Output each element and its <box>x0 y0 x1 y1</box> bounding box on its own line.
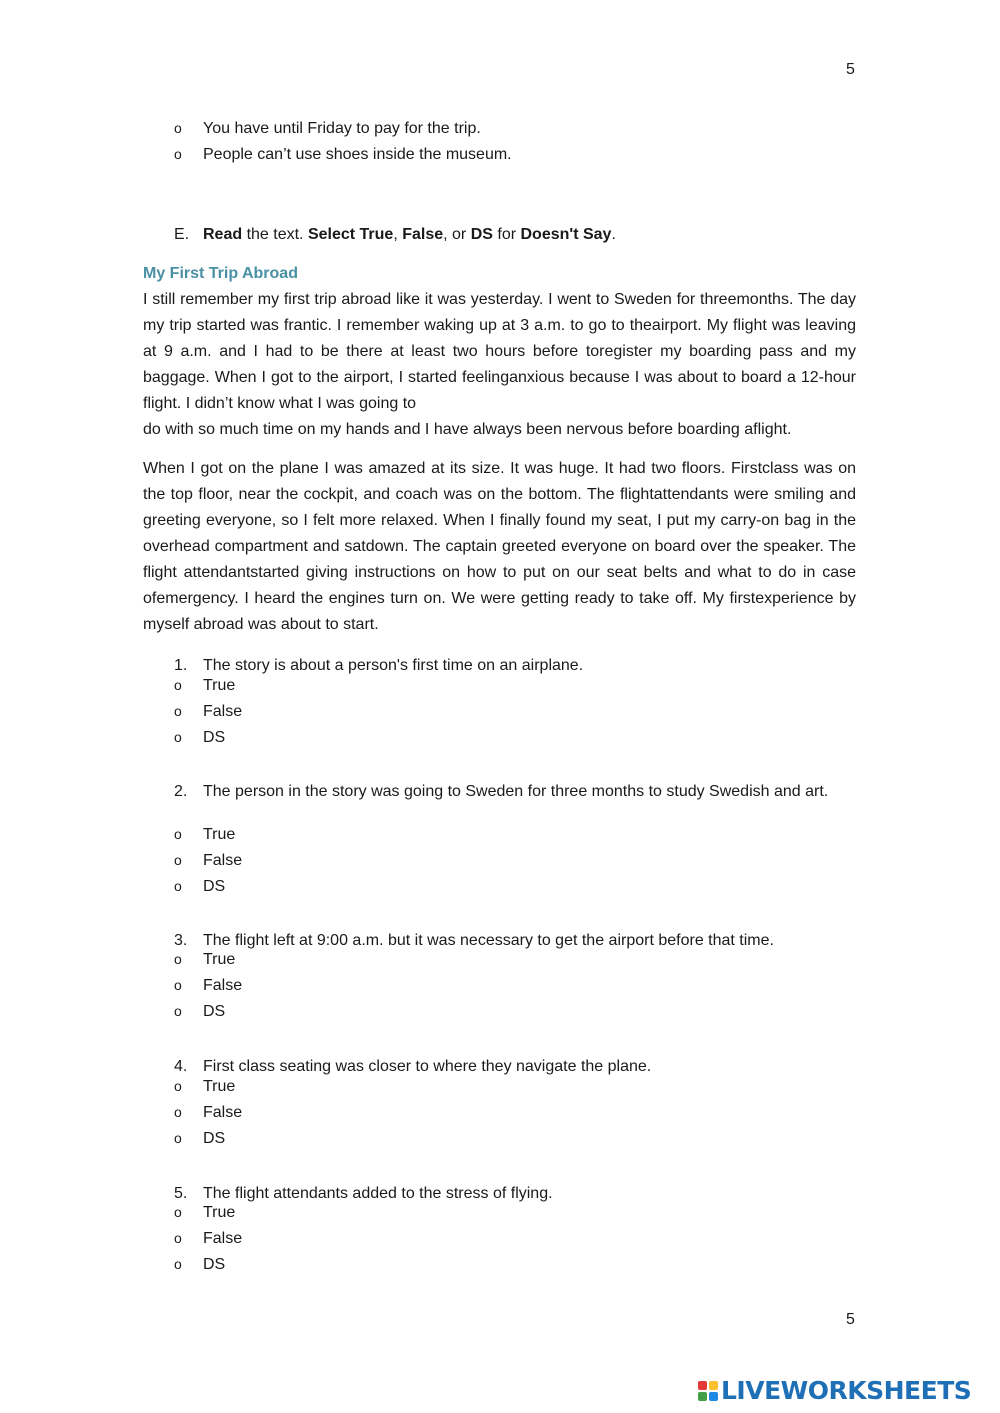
option-label: False <box>203 977 243 994</box>
question-number: 4. <box>174 1058 188 1075</box>
option-true[interactable] <box>174 826 235 844</box>
radio-circle-icon[interactable]: o <box>174 1078 182 1094</box>
story-paragraph-1: I still remember my first trip abroad like it was yesterday. I went to Sweden for threemonths. The day my trip started was frantic. I remember waking up at 3 a.m. to go to theairport. My flight was leaving at 9 a.m. and I had to be there at least two hours before toregister my boarding pass and my baggage. When I got to the airport, I started feelinganxious because I was about to board a 12-hour flight. I didn’t know what I was going to <box>143 291 856 412</box>
question-number: 1. <box>174 657 188 674</box>
question-text <box>174 780 856 803</box>
radio-circle-icon[interactable]: o <box>174 977 182 993</box>
option-true[interactable] <box>174 1204 235 1222</box>
option-ds[interactable] <box>174 1003 225 1021</box>
story-title: My First Trip Abroad <box>143 265 298 282</box>
intro-bullet-2 <box>174 146 512 164</box>
radio-circle-icon[interactable]: o <box>174 1130 182 1146</box>
option-label: True <box>203 1078 236 1095</box>
option-label: DS <box>203 878 226 895</box>
option-false[interactable] <box>174 703 242 721</box>
logo-square <box>698 1381 707 1390</box>
question-text <box>174 1182 856 1205</box>
logo-square <box>709 1381 718 1390</box>
option-label: True <box>203 826 236 843</box>
radio-circle-icon[interactable]: o <box>174 951 182 967</box>
intro-bullet-text: People can’t use shoes inside the museum. <box>203 146 512 163</box>
question-prompt: The person in the story was going to Sweden for three months to study Swedish and art. <box>203 783 829 800</box>
option-ds[interactable] <box>174 1256 225 1274</box>
option-true[interactable] <box>174 1078 235 1096</box>
option-false[interactable] <box>174 852 242 870</box>
instruction-word: Doesn't Say <box>520 226 612 243</box>
instruction <box>174 226 616 244</box>
option-label: True <box>203 951 236 968</box>
radio-circle-icon[interactable]: o <box>174 677 182 693</box>
option-ds[interactable] <box>174 1130 225 1148</box>
question-prompt: First class seating was closer to where they navigate the plane. <box>203 1058 652 1075</box>
option-ds[interactable] <box>174 729 225 747</box>
option-label: True <box>203 1204 236 1221</box>
instruction-text: , or <box>443 226 471 243</box>
question-number: 2. <box>174 783 188 800</box>
option-label: DS <box>203 1256 226 1273</box>
question-number: 5. <box>174 1185 188 1202</box>
option-label: False <box>203 1230 243 1247</box>
option-false[interactable] <box>174 977 242 995</box>
option-label: DS <box>203 1130 226 1147</box>
instruction-word: Read <box>203 226 243 243</box>
logo-text: LIVEWORKSHEETS <box>721 1376 972 1405</box>
question-prompt: The story is about a person's first time on an airplane. <box>203 657 584 674</box>
question-prompt: The flight attendants added to the stress of flying. <box>203 1185 553 1202</box>
intro-bullet-text: You have until Friday to pay for the trip. <box>203 120 481 137</box>
bullet-icon: o <box>174 120 182 136</box>
option-label: True <box>203 677 236 694</box>
option-label: DS <box>203 1003 226 1020</box>
radio-circle-icon[interactable]: o <box>174 1256 182 1272</box>
option-true[interactable] <box>174 951 235 969</box>
option-ds[interactable] <box>174 878 225 896</box>
story-paragraph-1-end: do with so much time on my hands and I have always been nervous before boarding aflight. <box>143 421 792 438</box>
question-prompt: The flight left at 9:00 a.m. but it was necessary to get the airport before that time. <box>203 932 774 949</box>
option-false[interactable] <box>174 1104 242 1122</box>
instruction-word: Select True <box>307 226 394 243</box>
option-true[interactable] <box>174 677 235 695</box>
question-number: 3. <box>174 932 188 949</box>
bullet-icon: o <box>174 146 182 162</box>
radio-circle-icon[interactable]: o <box>174 1204 182 1220</box>
option-label: False <box>203 1104 243 1121</box>
radio-circle-icon[interactable]: o <box>174 826 182 842</box>
logo-square <box>698 1392 707 1401</box>
question-text <box>174 1055 856 1078</box>
logo-squares-icon <box>698 1381 718 1401</box>
instruction-word: False <box>402 226 444 243</box>
page-number-top: 5 <box>846 61 855 78</box>
radio-circle-icon[interactable]: o <box>174 729 182 745</box>
question-text <box>174 929 856 952</box>
radio-circle-icon[interactable]: o <box>174 703 182 719</box>
radio-circle-icon[interactable]: o <box>174 1230 182 1246</box>
option-label: DS <box>203 729 226 746</box>
option-false[interactable] <box>174 1230 242 1248</box>
radio-circle-icon[interactable]: o <box>174 852 182 868</box>
logo-square <box>709 1392 718 1401</box>
liveworksheets-logo <box>698 1376 971 1405</box>
radio-circle-icon[interactable]: o <box>174 878 182 894</box>
instruction-text: . <box>611 226 616 243</box>
story-paragraph-2: When I got on the plane I was amazed at its size. It was huge. It had two floors. Firstclass was on the top floor, near the cockpit, and coach was on the bottom. The flightattendants were smiling and greeting everyone, so I felt more relaxed. When I finally found my seat, I put my carry-on bag in the overhead compartment and satdown. The captain greeted everyone on board over the speaker. The flight attendantstarted giving instructions on how to put on our seat belts and what to do in case ofemergency. I heard the engines turn on. We were getting ready to take off. My firstexperience by myself abroad was about to start. <box>143 460 856 633</box>
intro-bullet-1 <box>174 120 481 138</box>
question-text <box>174 654 856 677</box>
instruction-text: , <box>393 226 403 243</box>
option-label: False <box>203 852 243 869</box>
instruction-text: for <box>492 226 521 243</box>
option-label: False <box>203 703 243 720</box>
page-number-bottom: 5 <box>846 1311 855 1328</box>
radio-circle-icon[interactable]: o <box>174 1003 182 1019</box>
instruction-letter: E. <box>174 226 190 243</box>
radio-circle-icon[interactable]: o <box>174 1104 182 1120</box>
instruction-word: DS <box>470 226 493 243</box>
instruction-text: the text. <box>242 226 308 243</box>
